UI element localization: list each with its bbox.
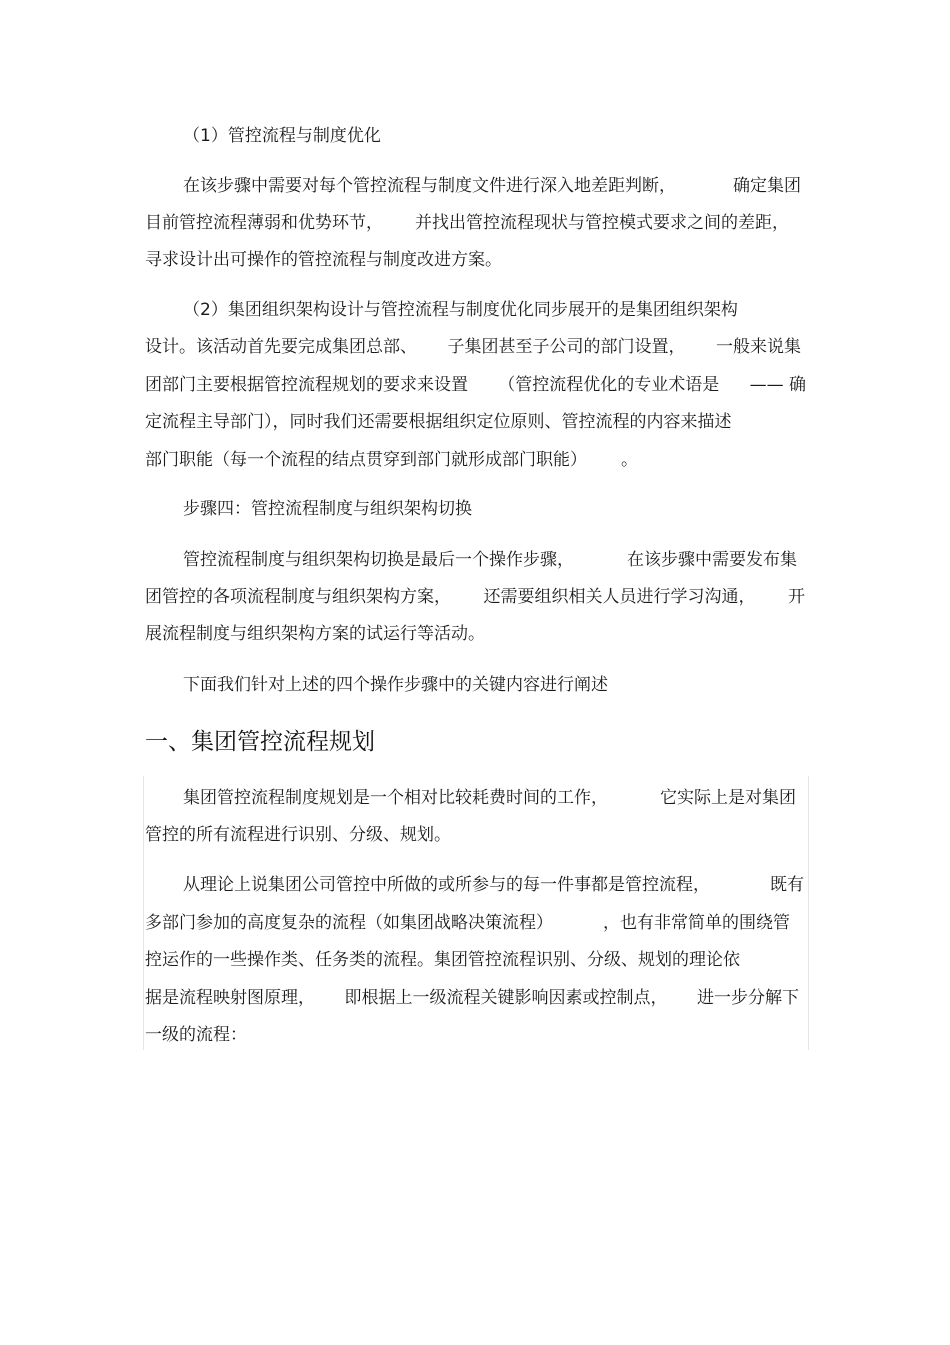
- paragraph-line: 集团管控流程制度规划是一个相对比较耗费时间的工作， 它实际上是对集团: [183, 788, 796, 808]
- paragraph-line: （2）集团组织架构设计与管控流程与制度优化同步展开的是集团组织架构: [183, 300, 738, 320]
- paragraph-line: 团管控的各项流程制度与组织架构方案， 还需要组织相关人员进行学习沟通， 开: [145, 587, 805, 607]
- paragraph-line: 目前管控流程薄弱和优势环节， 并找出管控流程现状与管控模式要求之间的差距，: [145, 213, 789, 233]
- paragraph-line: 在该步骤中需要对每个管控流程与制度文件进行深入地差距判断， 确定集团: [183, 176, 801, 196]
- paragraph-line: 设计。该活动首先要完成集团总部、 子集团甚至子公司的部门设置， 一般来说集: [145, 337, 801, 357]
- paragraph-line: 从理论上说集团公司管控中所做的或所参与的每一件事都是管控流程， 既有: [183, 875, 804, 895]
- paragraph-line: 管控的所有流程进行识别、分级、规划。: [145, 825, 451, 845]
- paragraph-line: 展流程制度与组织架构方案的试运行等活动。: [145, 624, 485, 644]
- paragraph-line: 部门职能（每一个流程的结点贯穿到部门就形成部门职能） 。: [145, 450, 638, 470]
- subsection-title: （1）管控流程与制度优化: [183, 126, 381, 146]
- paragraph-line: 多部门参加的高度复杂的流程（如集团战略决策流程） ，也有非常简单的围绕管: [145, 913, 790, 933]
- paragraph-line: 下面我们针对上述的四个操作步骤中的关键内容进行阐述: [183, 675, 608, 695]
- step-title: 步骤四：管控流程制度与组织架构切换: [183, 499, 472, 519]
- paragraph-line: 一级的流程：: [145, 1025, 247, 1045]
- section-heading: 一、集团管控流程规划: [145, 729, 375, 755]
- paragraph-line: 团部门主要根据管控流程规划的要求来设置 （管控流程优化的专业术语是 —— 确: [145, 375, 806, 395]
- paragraph-line: 据是流程映射图原理， 即根据上一级流程关键影响因素或控制点， 进一步分解下: [145, 988, 799, 1008]
- paragraph-line: 管控流程制度与组织架构切换是最后一个操作步骤， 在该步骤中需要发布集: [183, 550, 797, 570]
- paragraph-line: 寻求设计出可操作的管控流程与制度改进方案。: [145, 250, 502, 270]
- paragraph-line: 控运作的一些操作类、任务类的流程。集团管控流程识别、分级、规划的理论依: [145, 950, 740, 970]
- paragraph-line: 定流程主导部门），同时我们还需要根据组织定位原则、管控流程的内容来描述: [145, 412, 732, 432]
